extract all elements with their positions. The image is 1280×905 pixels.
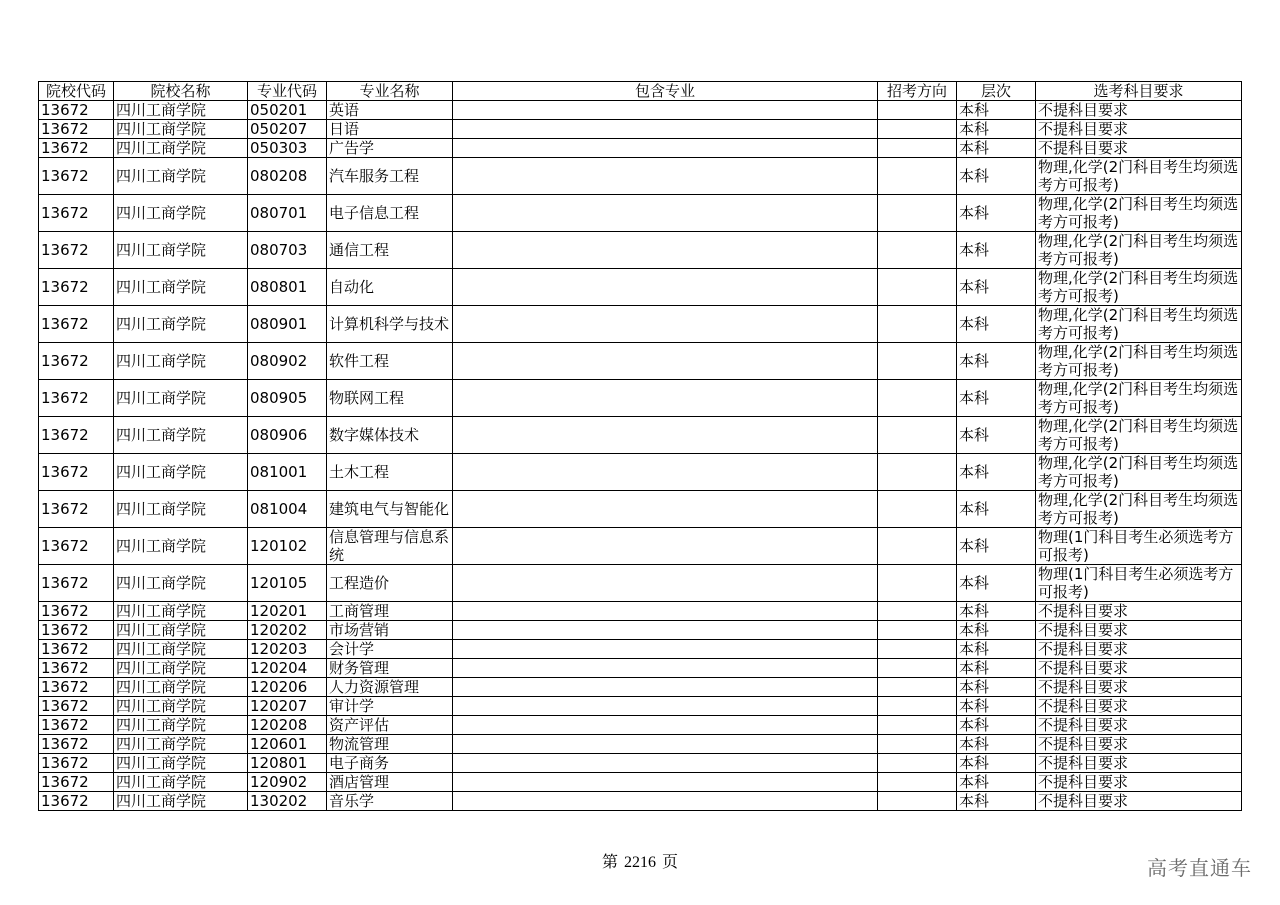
- table-row: [39, 380, 1242, 417]
- direction-cell: [878, 735, 957, 754]
- school-code-cell: 13672: [39, 232, 114, 269]
- subject-requirement-cell: 物理,化学(2门科目考生均须选考方可报考): [1036, 195, 1242, 232]
- school-name-cell: 四川工商学院: [114, 120, 248, 139]
- major-name-cell: 建筑电气与智能化: [327, 491, 453, 528]
- included-majors-cell: [453, 232, 878, 269]
- table-row: [39, 101, 1242, 120]
- school-code-cell: 13672: [39, 621, 114, 640]
- school-code-cell: 13672: [39, 101, 114, 120]
- level-cell: 本科: [957, 659, 1036, 678]
- major-code-cell: 050207: [248, 120, 327, 139]
- table-row: [39, 158, 1242, 195]
- header-school-name: 院校名称: [114, 82, 248, 101]
- major-name-cell: 电子信息工程: [327, 195, 453, 232]
- major-code-cell: 081001: [248, 454, 327, 491]
- subject-requirement-cell: 不提科目要求: [1036, 678, 1242, 697]
- school-name-cell: 四川工商学院: [114, 195, 248, 232]
- included-majors-cell: [453, 139, 878, 158]
- level-cell: 本科: [957, 269, 1036, 306]
- table-row: [39, 621, 1242, 640]
- major-code-cell: 080906: [248, 417, 327, 454]
- table-row: [39, 417, 1242, 454]
- level-cell: 本科: [957, 417, 1036, 454]
- major-name-cell: 土木工程: [327, 454, 453, 491]
- subject-requirement-cell: 物理,化学(2门科目考生均须选考方可报考): [1036, 232, 1242, 269]
- direction-cell: [878, 792, 957, 811]
- major-name-cell: 市场营销: [327, 621, 453, 640]
- subject-requirement-cell: 物理,化学(2门科目考生均须选考方可报考): [1036, 158, 1242, 195]
- level-cell: 本科: [957, 565, 1036, 602]
- level-cell: 本科: [957, 491, 1036, 528]
- subject-requirement-cell: 物理,化学(2门科目考生均须选考方可报考): [1036, 269, 1242, 306]
- subject-requirement-cell: 不提科目要求: [1036, 697, 1242, 716]
- table-row: [39, 754, 1242, 773]
- school-name-cell: 四川工商学院: [114, 417, 248, 454]
- direction-cell: [878, 232, 957, 269]
- direction-cell: [878, 139, 957, 158]
- school-code-cell: 13672: [39, 659, 114, 678]
- included-majors-cell: [453, 491, 878, 528]
- major-name-cell: 自动化: [327, 269, 453, 306]
- direction-cell: [878, 602, 957, 621]
- school-name-cell: 四川工商学院: [114, 621, 248, 640]
- direction-cell: [878, 380, 957, 417]
- major-name-cell: 信息管理与信息系统: [327, 528, 453, 565]
- major-name-cell: 物流管理: [327, 735, 453, 754]
- admission-table: [38, 81, 1242, 811]
- watermark-logo-text: 高考直通车: [1147, 856, 1252, 880]
- level-cell: 本科: [957, 454, 1036, 491]
- included-majors-cell: [453, 565, 878, 602]
- level-cell: 本科: [957, 773, 1036, 792]
- major-name-cell: 日语: [327, 120, 453, 139]
- table-row: [39, 792, 1242, 811]
- school-name-cell: 四川工商学院: [114, 697, 248, 716]
- page-suffix: 页: [662, 854, 679, 871]
- school-name-cell: 四川工商学院: [114, 602, 248, 621]
- level-cell: 本科: [957, 792, 1036, 811]
- included-majors-cell: [453, 306, 878, 343]
- level-cell: 本科: [957, 697, 1036, 716]
- table-row: [39, 602, 1242, 621]
- level-cell: 本科: [957, 735, 1036, 754]
- table-row: [39, 716, 1242, 735]
- subject-requirement-cell: 不提科目要求: [1036, 716, 1242, 735]
- school-code-cell: 13672: [39, 158, 114, 195]
- major-code-cell: 120204: [248, 659, 327, 678]
- major-name-cell: 数字媒体技术: [327, 417, 453, 454]
- subject-requirement-cell: 物理,化学(2门科目考生均须选考方可报考): [1036, 491, 1242, 528]
- header-major-name: 专业名称: [327, 82, 453, 101]
- major-code-cell: 120206: [248, 678, 327, 697]
- school-name-cell: 四川工商学院: [114, 232, 248, 269]
- header-subject-requirement: 选考科目要求: [1036, 82, 1242, 101]
- level-cell: 本科: [957, 139, 1036, 158]
- direction-cell: [878, 101, 957, 120]
- major-code-cell: 080801: [248, 269, 327, 306]
- major-code-cell: 080703: [248, 232, 327, 269]
- direction-cell: [878, 716, 957, 735]
- header-included-majors: 包含专业: [453, 82, 878, 101]
- included-majors-cell: [453, 417, 878, 454]
- school-code-cell: 13672: [39, 773, 114, 792]
- subject-requirement-cell: 物理,化学(2门科目考生均须选考方可报考): [1036, 454, 1242, 491]
- school-name-cell: 四川工商学院: [114, 380, 248, 417]
- major-code-cell: 081004: [248, 491, 327, 528]
- major-name-cell: 酒店管理: [327, 773, 453, 792]
- major-code-cell: 080701: [248, 195, 327, 232]
- school-code-cell: 13672: [39, 380, 114, 417]
- major-name-cell: 财务管理: [327, 659, 453, 678]
- direction-cell: [878, 158, 957, 195]
- direction-cell: [878, 773, 957, 792]
- school-name-cell: 四川工商学院: [114, 454, 248, 491]
- major-code-cell: 050201: [248, 101, 327, 120]
- major-name-cell: 工商管理: [327, 602, 453, 621]
- school-code-cell: 13672: [39, 697, 114, 716]
- header-school-code: 院校代码: [39, 82, 114, 101]
- subject-requirement-cell: 不提科目要求: [1036, 735, 1242, 754]
- level-cell: 本科: [957, 640, 1036, 659]
- school-name-cell: 四川工商学院: [114, 678, 248, 697]
- subject-requirement-cell: 不提科目要求: [1036, 640, 1242, 659]
- level-cell: 本科: [957, 716, 1036, 735]
- header-row: [39, 82, 1242, 101]
- school-name-cell: 四川工商学院: [114, 773, 248, 792]
- level-cell: 本科: [957, 602, 1036, 621]
- major-name-cell: 通信工程: [327, 232, 453, 269]
- major-code-cell: 120902: [248, 773, 327, 792]
- table-row: [39, 697, 1242, 716]
- major-code-cell: 120201: [248, 602, 327, 621]
- school-name-cell: 四川工商学院: [114, 158, 248, 195]
- level-cell: 本科: [957, 120, 1036, 139]
- included-majors-cell: [453, 454, 878, 491]
- major-code-cell: 120207: [248, 697, 327, 716]
- included-majors-cell: [453, 380, 878, 417]
- school-code-cell: 13672: [39, 678, 114, 697]
- major-code-cell: 120105: [248, 565, 327, 602]
- subject-requirement-cell: 不提科目要求: [1036, 792, 1242, 811]
- school-name-cell: 四川工商学院: [114, 269, 248, 306]
- direction-cell: [878, 754, 957, 773]
- included-majors-cell: [453, 697, 878, 716]
- major-code-cell: 080208: [248, 158, 327, 195]
- level-cell: 本科: [957, 232, 1036, 269]
- major-name-cell: 审计学: [327, 697, 453, 716]
- school-code-cell: 13672: [39, 343, 114, 380]
- major-name-cell: 计算机科学与技术: [327, 306, 453, 343]
- included-majors-cell: [453, 195, 878, 232]
- school-code-cell: 13672: [39, 120, 114, 139]
- school-name-cell: 四川工商学院: [114, 754, 248, 773]
- school-name-cell: 四川工商学院: [114, 343, 248, 380]
- major-code-cell: 120102: [248, 528, 327, 565]
- page-prefix: 第: [601, 854, 618, 871]
- school-code-cell: 13672: [39, 735, 114, 754]
- major-name-cell: 广告学: [327, 139, 453, 158]
- school-name-cell: 四川工商学院: [114, 640, 248, 659]
- included-majors-cell: [453, 120, 878, 139]
- table-row: [39, 139, 1242, 158]
- table-row: [39, 454, 1242, 491]
- school-name-cell: 四川工商学院: [114, 716, 248, 735]
- school-code-cell: 13672: [39, 754, 114, 773]
- direction-cell: [878, 306, 957, 343]
- major-name-cell: 电子商务: [327, 754, 453, 773]
- included-majors-cell: [453, 735, 878, 754]
- subject-requirement-cell: 物理(1门科目考生必须选考方可报考): [1036, 528, 1242, 565]
- table-row: [39, 678, 1242, 697]
- school-code-cell: 13672: [39, 491, 114, 528]
- major-code-cell: 120208: [248, 716, 327, 735]
- direction-cell: [878, 640, 957, 659]
- school-name-cell: 四川工商学院: [114, 139, 248, 158]
- subject-requirement-cell: 物理,化学(2门科目考生均须选考方可报考): [1036, 380, 1242, 417]
- direction-cell: [878, 678, 957, 697]
- level-cell: 本科: [957, 678, 1036, 697]
- major-code-cell: 120601: [248, 735, 327, 754]
- level-cell: 本科: [957, 621, 1036, 640]
- included-majors-cell: [453, 792, 878, 811]
- direction-cell: [878, 565, 957, 602]
- school-name-cell: 四川工商学院: [114, 306, 248, 343]
- school-name-cell: 四川工商学院: [114, 659, 248, 678]
- major-name-cell: 英语: [327, 101, 453, 120]
- subject-requirement-cell: 不提科目要求: [1036, 659, 1242, 678]
- subject-requirement-cell: 物理(1门科目考生必须选考方可报考): [1036, 565, 1242, 602]
- major-code-cell: 120202: [248, 621, 327, 640]
- school-code-cell: 13672: [39, 565, 114, 602]
- subject-requirement-cell: 物理,化学(2门科目考生均须选考方可报考): [1036, 306, 1242, 343]
- table-row: [39, 659, 1242, 678]
- major-name-cell: 软件工程: [327, 343, 453, 380]
- header-direction: 招考方向: [878, 82, 957, 101]
- table-row: [39, 120, 1242, 139]
- major-name-cell: 工程造价: [327, 565, 453, 602]
- major-name-cell: 物联网工程: [327, 380, 453, 417]
- subject-requirement-cell: 不提科目要求: [1036, 621, 1242, 640]
- level-cell: 本科: [957, 343, 1036, 380]
- school-name-cell: 四川工商学院: [114, 792, 248, 811]
- included-majors-cell: [453, 158, 878, 195]
- level-cell: 本科: [957, 158, 1036, 195]
- major-code-cell: 120801: [248, 754, 327, 773]
- level-cell: 本科: [957, 380, 1036, 417]
- subject-requirement-cell: 不提科目要求: [1036, 139, 1242, 158]
- direction-cell: [878, 491, 957, 528]
- included-majors-cell: [453, 101, 878, 120]
- table-row: [39, 343, 1242, 380]
- major-code-cell: 120203: [248, 640, 327, 659]
- direction-cell: [878, 195, 957, 232]
- included-majors-cell: [453, 343, 878, 380]
- table-row: [39, 491, 1242, 528]
- level-cell: 本科: [957, 306, 1036, 343]
- level-cell: 本科: [957, 101, 1036, 120]
- direction-cell: [878, 417, 957, 454]
- table-row: [39, 735, 1242, 754]
- major-name-cell: 会计学: [327, 640, 453, 659]
- subject-requirement-cell: 物理,化学(2门科目考生均须选考方可报考): [1036, 417, 1242, 454]
- header-major-code: 专业代码: [248, 82, 327, 101]
- major-code-cell: 130202: [248, 792, 327, 811]
- subject-requirement-cell: 物理,化学(2门科目考生均须选考方可报考): [1036, 343, 1242, 380]
- subject-requirement-cell: 不提科目要求: [1036, 773, 1242, 792]
- level-cell: 本科: [957, 528, 1036, 565]
- page-footer: [0, 849, 1280, 872]
- school-code-cell: 13672: [39, 139, 114, 158]
- included-majors-cell: [453, 640, 878, 659]
- table-row: [39, 306, 1242, 343]
- direction-cell: [878, 269, 957, 306]
- school-name-cell: 四川工商学院: [114, 735, 248, 754]
- table-row: [39, 269, 1242, 306]
- level-cell: 本科: [957, 754, 1036, 773]
- page-number: 2216: [624, 854, 656, 871]
- included-majors-cell: [453, 621, 878, 640]
- major-name-cell: 人力资源管理: [327, 678, 453, 697]
- direction-cell: [878, 621, 957, 640]
- school-code-cell: 13672: [39, 792, 114, 811]
- header-level: 层次: [957, 82, 1036, 101]
- direction-cell: [878, 659, 957, 678]
- school-code-cell: 13672: [39, 602, 114, 621]
- school-code-cell: 13672: [39, 716, 114, 735]
- level-cell: 本科: [957, 195, 1036, 232]
- table-row: [39, 640, 1242, 659]
- included-majors-cell: [453, 773, 878, 792]
- subject-requirement-cell: 不提科目要求: [1036, 120, 1242, 139]
- direction-cell: [878, 343, 957, 380]
- direction-cell: [878, 454, 957, 491]
- direction-cell: [878, 697, 957, 716]
- school-code-cell: 13672: [39, 454, 114, 491]
- major-name-cell: 音乐学: [327, 792, 453, 811]
- included-majors-cell: [453, 659, 878, 678]
- included-majors-cell: [453, 678, 878, 697]
- table-row: [39, 528, 1242, 565]
- table-row: [39, 195, 1242, 232]
- subject-requirement-cell: 不提科目要求: [1036, 101, 1242, 120]
- included-majors-cell: [453, 602, 878, 621]
- included-majors-cell: [453, 754, 878, 773]
- included-majors-cell: [453, 528, 878, 565]
- table-row: [39, 565, 1242, 602]
- major-name-cell: 汽车服务工程: [327, 158, 453, 195]
- major-code-cell: 080902: [248, 343, 327, 380]
- direction-cell: [878, 528, 957, 565]
- school-name-cell: 四川工商学院: [114, 491, 248, 528]
- subject-requirement-cell: 不提科目要求: [1036, 602, 1242, 621]
- school-code-cell: 13672: [39, 306, 114, 343]
- school-name-cell: 四川工商学院: [114, 101, 248, 120]
- subject-requirement-cell: 不提科目要求: [1036, 754, 1242, 773]
- school-name-cell: 四川工商学院: [114, 528, 248, 565]
- school-code-cell: 13672: [39, 195, 114, 232]
- school-code-cell: 13672: [39, 640, 114, 659]
- major-name-cell: 资产评估: [327, 716, 453, 735]
- major-code-cell: 080905: [248, 380, 327, 417]
- included-majors-cell: [453, 716, 878, 735]
- school-code-cell: 13672: [39, 269, 114, 306]
- major-code-cell: 080901: [248, 306, 327, 343]
- included-majors-cell: [453, 269, 878, 306]
- school-code-cell: 13672: [39, 417, 114, 454]
- direction-cell: [878, 120, 957, 139]
- table-row: [39, 232, 1242, 269]
- school-name-cell: 四川工商学院: [114, 565, 248, 602]
- major-code-cell: 050303: [248, 139, 327, 158]
- table-body: [39, 101, 1242, 811]
- school-code-cell: 13672: [39, 528, 114, 565]
- table-row: [39, 773, 1242, 792]
